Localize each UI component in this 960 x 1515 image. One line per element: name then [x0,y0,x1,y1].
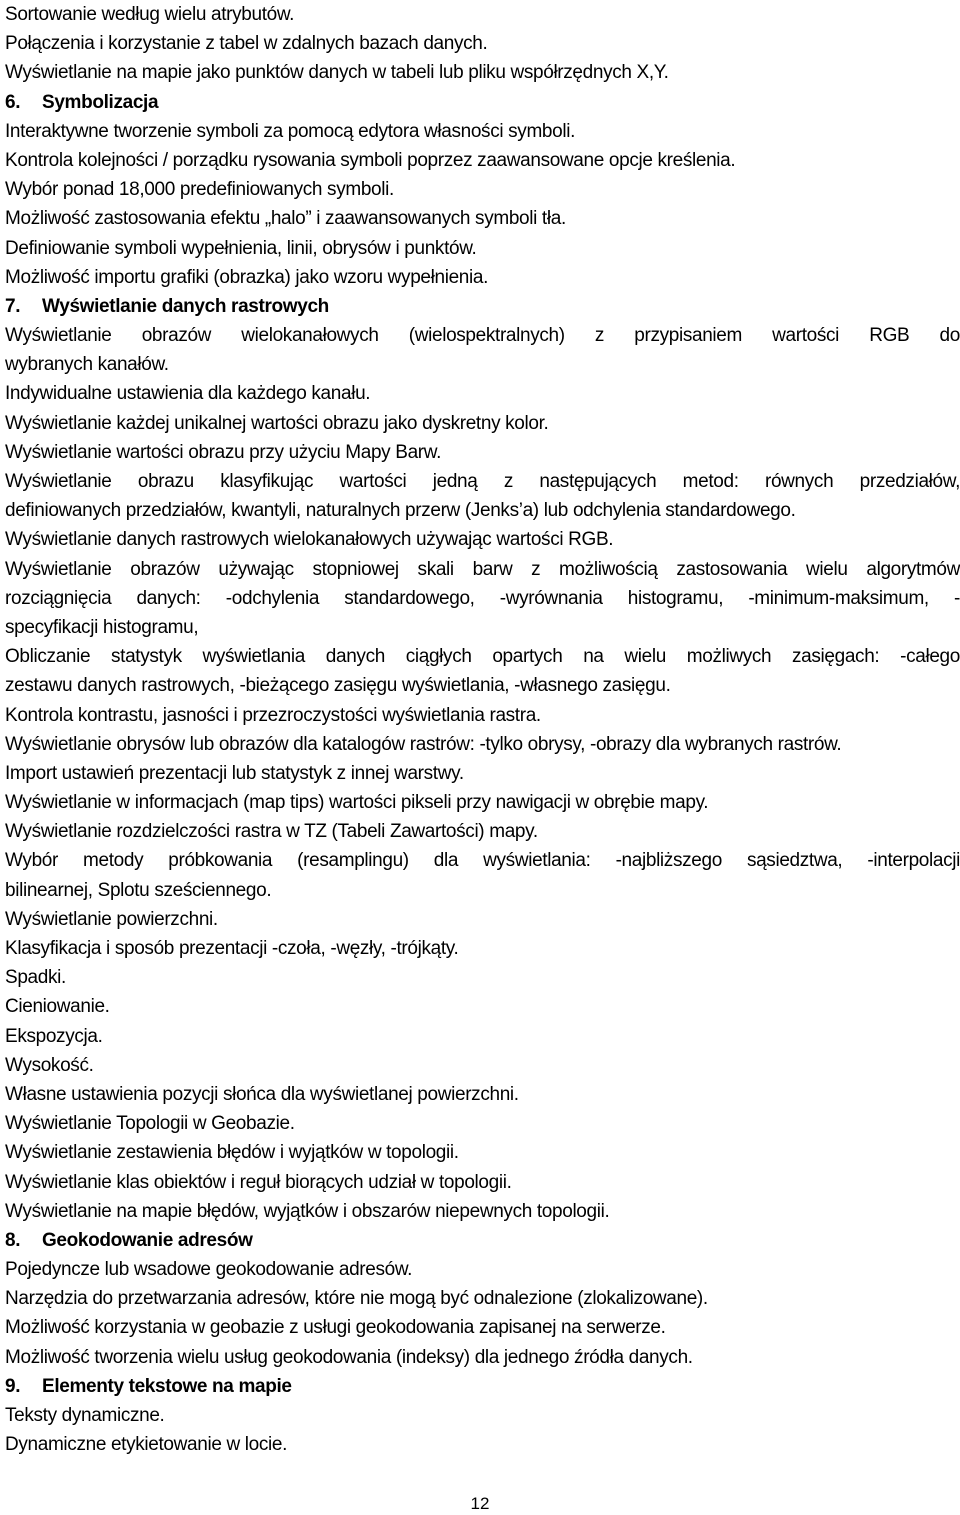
text-line: Definiowanie symboli wypełnienia, linii, obrysów i punktów. [5,237,477,259]
text-line: Możliwość importu grafiki (obrazka) jako wzoru wypełnienia. [5,266,489,288]
text-line: Wyświetlanie obrazów wielokanałowych (wielospektralnych) z przypisaniem wartości RGB do [5,325,960,347]
text-line: Wyświetlanie Topologii w Geobazie. [5,1113,295,1135]
text-line: Własne ustawienia pozycji słońca dla wyświetlanej powierzchni. [5,1083,519,1105]
text-line: Pojedyncze lub wsadowe geokodowanie adresów. [5,1259,413,1281]
text-line: Kontrola kolejności / porządku rysowania symboli poprzez zaawansowane opcje kreślenia. [5,149,736,171]
text-line: Interaktywne tworzenie symboli za pomocą edytora własności symboli. [5,120,576,142]
text-line: Wysokość. [5,1054,94,1076]
section-heading [5,1372,960,1401]
section-heading [5,1226,960,1255]
section-number: 6. [5,91,21,113]
text-line: zestawu danych rastrowych, -bieżącego zasięgu wyświetlania, -własnego zasięgu. [5,675,671,697]
text-line: Narzędzia do przetwarzania adresów, które nie mogą być odnalezione (zlokalizowane). [5,1288,708,1310]
text-line: Import ustawień prezentacji lub statystyk z innej warstwy. [5,762,464,784]
text-line: Indywidualne ustawienia dla każdego kanału. [5,383,371,405]
text-line: Wybór metody próbkowania (resamplingu) dla wyświetlania: -najbliższego sąsiedztwa, -interpolacji [5,850,960,872]
section-title: Geokodowanie adresów [42,1229,253,1251]
text-line: Wyświetlanie powierzchni. [5,908,218,930]
text-line: rozciągnięcia danych: -odchylenia standardowego, -wyrównania histogramu, -minimum-maksimum, - [5,587,960,609]
text-line: Wyświetlanie klas obiektów i reguł biorących udział w topologii. [5,1171,512,1193]
text-line: Klasyfikacja i sposób prezentacji -czoła, -węzły, -trójkąty. [5,938,459,959]
text-line: Spadki. [5,967,66,989]
text-line: Ekspozycja. [5,1025,103,1047]
text-line: Wybór ponad 18,000 predefiniowanych symboli. [5,179,394,201]
text-line: Wyświetlanie obrazu klasyfikując wartości jedną z następujących metod: równych przedziałów, [5,471,960,492]
text-line: Dynamiczne etykietowanie w locie. [5,1434,288,1456]
text-line: Wyświetlanie na mapie jako punktów danych w tabeli lub pliku współrzędnych X,Y. [5,62,669,84]
text-line: Wyświetlanie rozdzielczości rastra w TZ (Tabeli Zawartości) mapy. [5,821,538,843]
text-line: Możliwość tworzenia wielu usług geokodowania (indeksy) dla jednego źródła danych. [5,1346,693,1368]
text-line: Cieniowanie. [5,996,110,1018]
text-line: wybranych kanałów. [5,354,169,376]
page-number: 12 [470,1494,490,1513]
section-heading [5,88,960,117]
text-line: Połączenia i korzystanie z tabel w zdalnych bazach danych. [5,33,488,55]
section-number: 7. [5,295,21,317]
section-heading [5,292,960,321]
document-page [5,0,960,1459]
section-number: 8. [5,1229,21,1251]
text-line: Wyświetlanie na mapie błędów, wyjątków i obszarów niepewnych topologii. [5,1200,610,1222]
text-line: Wyświetlanie danych rastrowych wielokanałowych używając wartości RGB. [5,529,614,551]
text-line: Obliczanie statystyk wyświetlania danych ciągłych opartych na wielu możliwych zasięgach: -całego [5,646,960,668]
text-line: Wyświetlanie wartości obrazu przy użyciu Mapy Barw. [5,441,442,463]
text-line: Wyświetlanie każdej unikalnej wartości obrazu jako dyskretny kolor. [5,412,549,434]
text-line: definiowanych przedziałów, kwantyli, naturalnych przerw (Jenks’a) lub odchylenia standardowego. [5,500,796,522]
text-line: Teksty dynamiczne. [5,1405,165,1426]
section-title: Wyświetlanie danych rastrowych [42,295,329,317]
text-line: Możliwość korzystania w geobazie z usługi geokodowania zapisanej na serwerze. [5,1317,666,1339]
text-line: Wyświetlanie obrysów lub obrazów dla katalogów rastrów: -tylko obrysy, -obrazy dla wybranych rastrów. [5,733,842,755]
text-line: Wyświetlanie zestawienia błędów i wyjątków w topologii. [5,1142,459,1164]
text-line: Kontrola kontrastu, jasności i przezroczystości wyświetlania rastra. [5,704,541,726]
section-title: Symbolizacja [42,91,159,113]
text-line: Możliwość zastosowania efektu „halo” i zaawansowanych symboli tła. [5,208,566,230]
section-title: Elementy tekstowe na mapie [42,1375,292,1397]
text-line: bilinearnej, Splotu sześciennego. [5,879,272,901]
text-line: specyfikacji histogramu, [5,616,199,638]
section-number: 9. [5,1375,21,1397]
text-line: Wyświetlanie obrazów używając stopniowej skali barw z możliwością zastosowania wielu algorytmów [5,558,960,580]
text-line: Sortowanie według wielu atrybutów. [5,4,295,25]
text-line: Wyświetlanie w informacjach (map tips) wartości pikseli przy nawigacji w obrębie mapy. [5,792,709,814]
